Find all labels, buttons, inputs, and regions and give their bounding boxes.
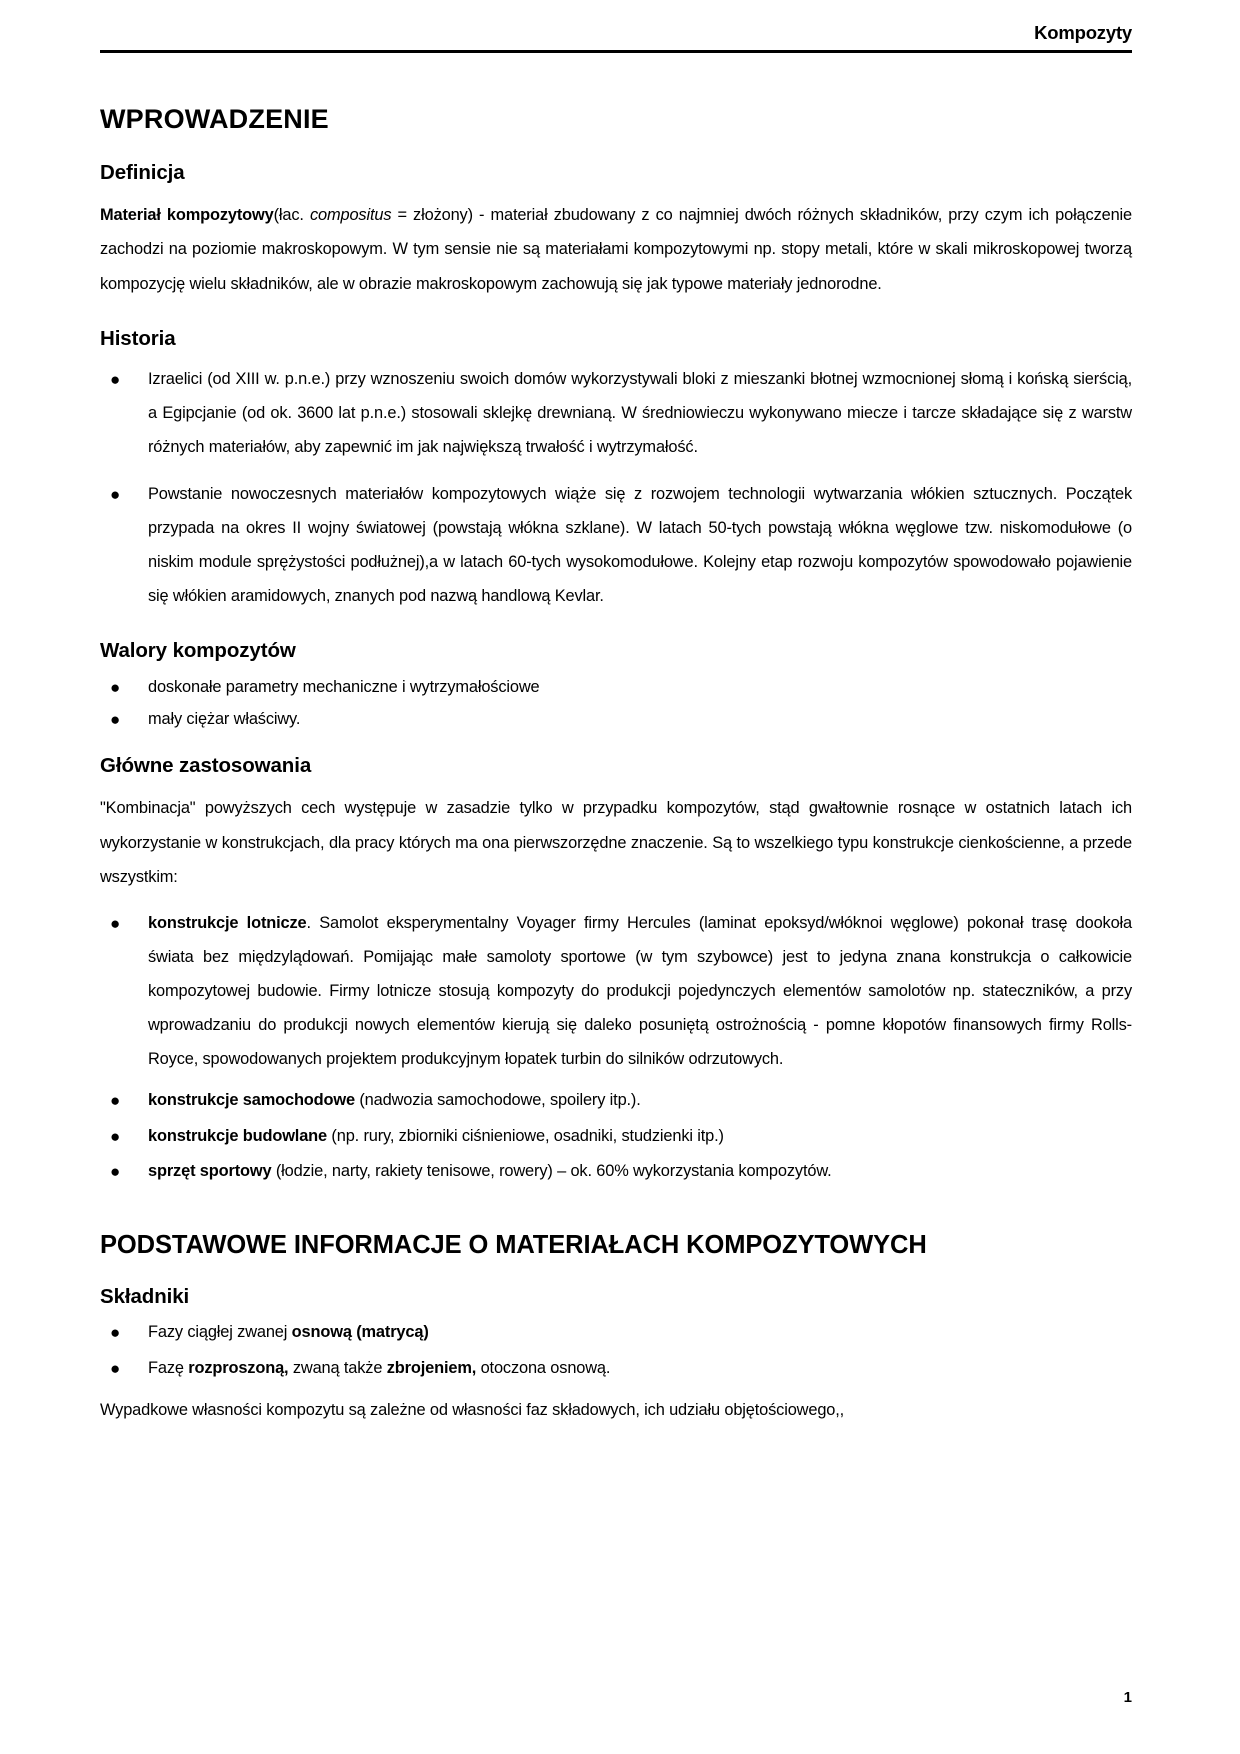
list-item-lead: konstrukcje lotnicze — [148, 913, 307, 932]
header-divider — [100, 50, 1132, 53]
list-item — [100, 1124, 1132, 1149]
page-header — [100, 22, 1132, 44]
section-title-podstawowe: PODSTAWOWE INFORMACJE O MATERIAŁACH KOMPOZYTOWYCH — [100, 1230, 927, 1259]
list-item — [100, 707, 1132, 732]
list-item-text: mały ciężar właściwy. — [148, 710, 301, 729]
definicja-latin-term: compositus — [309, 206, 392, 225]
bullet-icon: ● — [110, 1162, 121, 1182]
list-item-text: (np. rury, zbiorniki ciśnieniowe, osadniki, studzienki itp.) — [327, 1126, 724, 1145]
list-item-text: (nadwozia samochodowe, spoilery itp.). — [354, 1091, 641, 1110]
list-item-text: Fazę — [148, 1358, 189, 1377]
list-item — [100, 1356, 1132, 1381]
list-zastosowania — [100, 906, 1132, 1077]
definicja-term: Materiał kompozytowy — [100, 206, 274, 225]
list-skladniki — [100, 1320, 1132, 1381]
heading-skladniki: Składniki — [100, 1284, 190, 1308]
list-item-text-mid: zwaną także — [288, 1358, 387, 1377]
heading-glowne-zastosowania: Główne zastosowania — [100, 753, 312, 777]
list-zastosowania-short — [100, 1088, 1132, 1184]
paragraph-definicja — [100, 198, 1132, 300]
bullet-icon: ● — [110, 913, 121, 933]
list-item-text: Fazy ciągłej zwanej — [148, 1323, 292, 1342]
page-number: 1 — [1123, 1689, 1132, 1706]
list-item-text: (łodzie, narty, rakiety tenisowe, rowery) – ok. 60% wykorzystania kompozytów. — [271, 1162, 832, 1181]
bullet-icon: ● — [110, 1126, 121, 1146]
bullet-icon: ● — [110, 677, 121, 697]
list-item-text: doskonałe parametry mechaniczne i wytrzymałościowe — [148, 677, 540, 696]
bullet-icon: ● — [110, 370, 121, 390]
list-item-lead: sprzęt sportowy — [148, 1162, 272, 1181]
bullet-icon: ● — [110, 1091, 121, 1111]
bullet-icon: ● — [110, 484, 121, 504]
list-item-lead: konstrukcje samochodowe — [148, 1091, 355, 1110]
list-item — [100, 362, 1132, 464]
bullet-icon: ● — [110, 710, 121, 730]
list-walory — [100, 675, 1132, 732]
definicja-body: = złożony) - materiał zbudowany z co najmniej dwóch różnych składników, przy czym ich połączenie zachodzi na poziomie makroskopowym. W tym sensie nie są materiałami kompozytowymi np. stopy metali, które w skali mikroskopowej tworzą kompozycję wielu składników, ale w obrazie makroskopowym zachowują się jak typowe materiały jednorodne. — [100, 206, 1133, 293]
list-item-text: . Samolot eksperymentalny Voyager firmy Hercules (laminat epoksyd/włóknoi węglowe) pokonał trasę dookoła świata bez międzylądowań. Pomijając małe samoloty sportowe (w tym szybowce) jest to jedyna znana konstrukcja o całkowicie kompozytowej budowie. Firmy lotnicze stosują kompozyty do produkcji pojedynczych elementów samolotów np. stateczników, a przy wprowadzaniu do produkcji nowych elementów kierują się daleko posuniętą ostrożnością - pomne kłopotów finansowych firmy Rolls-Royce, spowodowanych projektem produkcyjnym łopatek turbin do silników odrzutowych. — [148, 913, 1132, 1069]
heading-historia: Historia — [100, 326, 176, 350]
list-item — [100, 675, 1132, 700]
list-item — [100, 1320, 1132, 1345]
list-item — [100, 477, 1132, 614]
list-item — [100, 1088, 1132, 1113]
list-item-lead: konstrukcje budowlane — [148, 1126, 328, 1145]
heading-walory: Walory kompozytów — [100, 639, 296, 663]
list-historia — [100, 362, 1132, 613]
definicja-paren-open: (łac. — [273, 206, 310, 225]
list-item-text-post: otoczona osnową. — [476, 1358, 611, 1377]
paragraph-zastosowania-intro: "Kombinacja" powyższych cech występuje w zasadzie tylko w przypadku kompozytów, stąd gwałtownie rosnące w ostatnich latach ich wykorzystanie w konstrukcjach, dla pracy których ma ona pierwszorzędne znaczenie. Są to wszelkiego typu konstrukcje cienkościenne, a przede wszystkim: — [100, 799, 1132, 886]
list-item-text: Powstanie nowoczesnych materiałów kompozytowych wiąże się z rozwojem technologii wytwarzania włókien sztucznych. Początek przypada na okres II wojny światowej (powstają włókna szklane). W latach 50-tych powstają włókna węglowe tzw. niskomodułowe (o niskim module sprężystości podłużnej),a w latach 60-tych wysokomodułowe. Kolejny etap rozwoju kompozytów spowodowało pojawienie się włókien aramidowych, znanych pod nazwą handlową Kevlar. — [148, 484, 1132, 605]
list-item — [100, 906, 1132, 1077]
list-item-bold: osnową (matrycą) — [291, 1323, 429, 1342]
paragraph-skladniki-closing: Wypadkowe własności kompozytu są zależne od własności faz składowych, ich udziału objętościowego,, — [100, 1401, 845, 1420]
heading-definicja: Definicja — [100, 160, 185, 184]
list-item-bold-secondary: zbrojeniem, — [386, 1358, 477, 1377]
list-item-bold-primary: rozproszoną, — [188, 1358, 289, 1377]
list-item-text: Izraelici (od XIII w. p.n.e.) przy wznoszeniu swoich domów wykorzystywali bloki z mieszanki błotnej wzmocnionej słomą i końską sierścią, a Egipcjanie (od ok. 3600 lat p.n.e.) stosowali sklejkę drewnianą. W średniowieczu wykonywano miecze i tarcze składające się z warstw różnych materiałów, aby zapewnić im jak największą trwałość i wytrzymałość. — [148, 370, 1132, 457]
page-title: WPROWADZENIE — [100, 104, 329, 134]
list-item — [100, 1159, 1132, 1184]
page-header-title: Kompozyty — [1034, 22, 1132, 43]
bullet-icon: ● — [110, 1358, 121, 1378]
bullet-icon: ● — [110, 1323, 121, 1343]
